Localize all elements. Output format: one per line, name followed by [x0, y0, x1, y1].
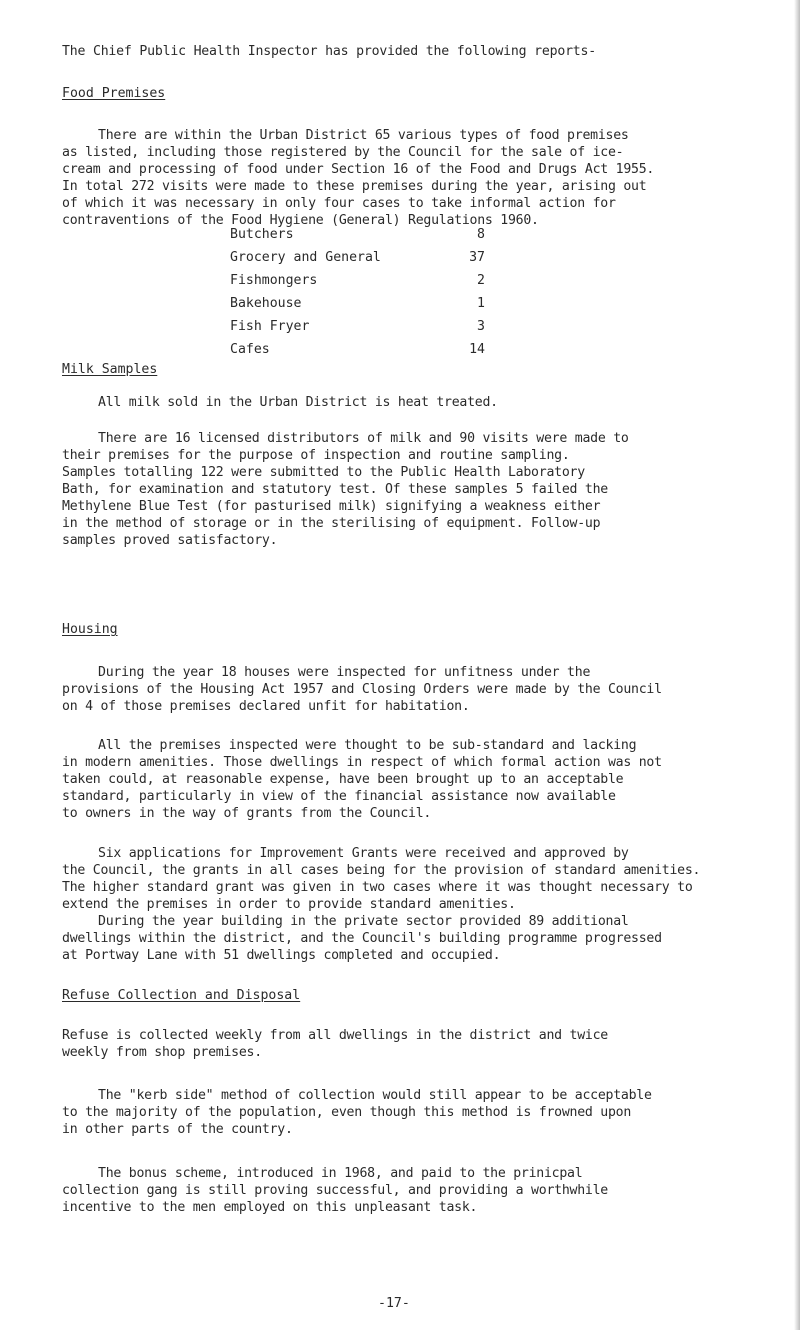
text-line: as listed, including those registered by the Council for the sale of ice-	[62, 145, 624, 160]
text-line: dwellings within the district, and the Council's building programme progressed	[62, 931, 662, 946]
premises-count: 8	[477, 227, 485, 242]
text-line: weekly from shop premises.	[62, 1045, 262, 1060]
text-line: to the majority of the population, even though this method is frowned upon	[62, 1105, 632, 1120]
text-line: cream and processing of food under Section 16 of the Food and Drugs Act 1955.	[62, 162, 655, 177]
text-line: collection gang is still proving successful, and providing a worthwhile	[62, 1183, 608, 1198]
premises-count: 14	[469, 342, 485, 357]
text-line: All the premises inspected were thought to be sub-standard and lacking	[98, 738, 637, 753]
text-line: There are within the Urban District 65 various types of food premises	[98, 128, 629, 143]
refuse-paragraph-3	[62, 1165, 792, 1216]
housing-paragraph-1	[62, 664, 792, 715]
table-row	[230, 273, 485, 296]
milk-samples-paragraph-2	[62, 430, 792, 549]
text-line: in the method of storage or in the sterilising of equipment. Follow-up	[62, 516, 601, 531]
intro-text: The Chief Public Health Inspector has provided the following reports-	[62, 44, 597, 59]
milk-samples-heading: Milk Samples	[62, 362, 158, 377]
table-row	[230, 319, 485, 342]
premises-type: Butchers	[230, 227, 294, 242]
text-line: In total 272 visits were made to these premises during the year, arising out	[62, 179, 647, 194]
milk-samples-paragraph-1	[62, 394, 792, 411]
table-row	[230, 296, 485, 319]
text-line: The "kerb side" method of collection would still appear to be acceptable	[98, 1088, 652, 1103]
text-line: on 4 of those premises declared unfit for habitation.	[62, 699, 470, 714]
text-line: Samples totalling 122 were submitted to the Public Health Laboratory	[62, 465, 585, 480]
text-line: Bath, for examination and statutory test. Of these samples 5 failed the	[62, 482, 608, 497]
text-line: in modern amenities. Those dwellings in respect of which formal action was not	[62, 755, 662, 770]
text-line: samples proved satisfactory.	[62, 533, 278, 548]
text-line: extend the premises in order to provide standard amenities.	[62, 897, 516, 912]
premises-type: Bakehouse	[230, 296, 302, 311]
text-line: All milk sold in the Urban District is heat treated.	[98, 395, 498, 410]
text-line: the Council, the grants in all cases being for the provision of standard amenities.	[62, 863, 701, 878]
text-line: There are 16 licensed distributors of milk and 90 visits were made to	[98, 431, 629, 446]
text-line: standard, particularly in view of the financial assistance now available	[62, 789, 616, 804]
text-line: their premises for the purpose of inspection and routine sampling.	[62, 448, 570, 463]
text-line: Methylene Blue Test (for pasturised milk) signifying a weakness either	[62, 499, 601, 514]
text-line: contraventions of the Food Hygiene (General) Regulations 1960.	[62, 213, 539, 228]
text-line: incentive to the men employed on this unpleasant task.	[62, 1200, 478, 1215]
housing-paragraph-3	[62, 845, 792, 913]
premises-count: 37	[469, 250, 485, 265]
table-row	[230, 342, 485, 365]
premises-count: 3	[477, 319, 485, 334]
text-line: in other parts of the country.	[62, 1122, 293, 1137]
text-line: of which it was necessary in only four cases to take informal action for	[62, 196, 616, 211]
premises-type: Fishmongers	[230, 273, 318, 288]
text-line: During the year building in the private sector provided 89 additional	[98, 914, 629, 929]
premises-count: 2	[477, 273, 485, 288]
text-line: Six applications for Improvement Grants were received and approved by	[98, 846, 629, 861]
text-line: provisions of the Housing Act 1957 and Closing Orders were made by the Council	[62, 682, 662, 697]
housing-paragraph-2	[62, 737, 792, 822]
refuse-paragraph-1	[62, 1027, 792, 1061]
food-premises-paragraph	[62, 127, 792, 229]
page-number: -17-	[378, 1296, 410, 1311]
food-premises-heading: Food Premises	[62, 86, 166, 101]
text-line: to owners in the way of grants from the Council.	[62, 806, 432, 821]
table-row	[230, 227, 485, 250]
housing-paragraph-4	[62, 913, 792, 964]
housing-heading: Housing	[62, 622, 118, 637]
text-line: at Portway Lane with 51 dwellings completed and occupied.	[62, 948, 501, 963]
text-line: The higher standard grant was given in two cases where it was thought necessary to	[62, 880, 693, 895]
premises-table	[230, 227, 485, 365]
premises-type: Fish Fryer	[230, 319, 310, 334]
table-row	[230, 250, 485, 273]
premises-type: Grocery and General	[230, 250, 381, 265]
page-edge-shadow	[794, 0, 800, 1330]
text-line: Refuse is collected weekly from all dwellings in the district and twice	[62, 1028, 608, 1043]
premises-type: Cafes	[230, 342, 270, 357]
text-line: taken could, at reasonable expense, have been brought up to an acceptable	[62, 772, 624, 787]
premises-count: 1	[477, 296, 485, 311]
text-line: During the year 18 houses were inspected for unfitness under the	[98, 665, 591, 680]
refuse-heading: Refuse Collection and Disposal	[62, 988, 301, 1003]
text-line: The bonus scheme, introduced in 1968, and paid to the prinicpal	[98, 1166, 583, 1181]
refuse-paragraph-2	[62, 1087, 792, 1138]
